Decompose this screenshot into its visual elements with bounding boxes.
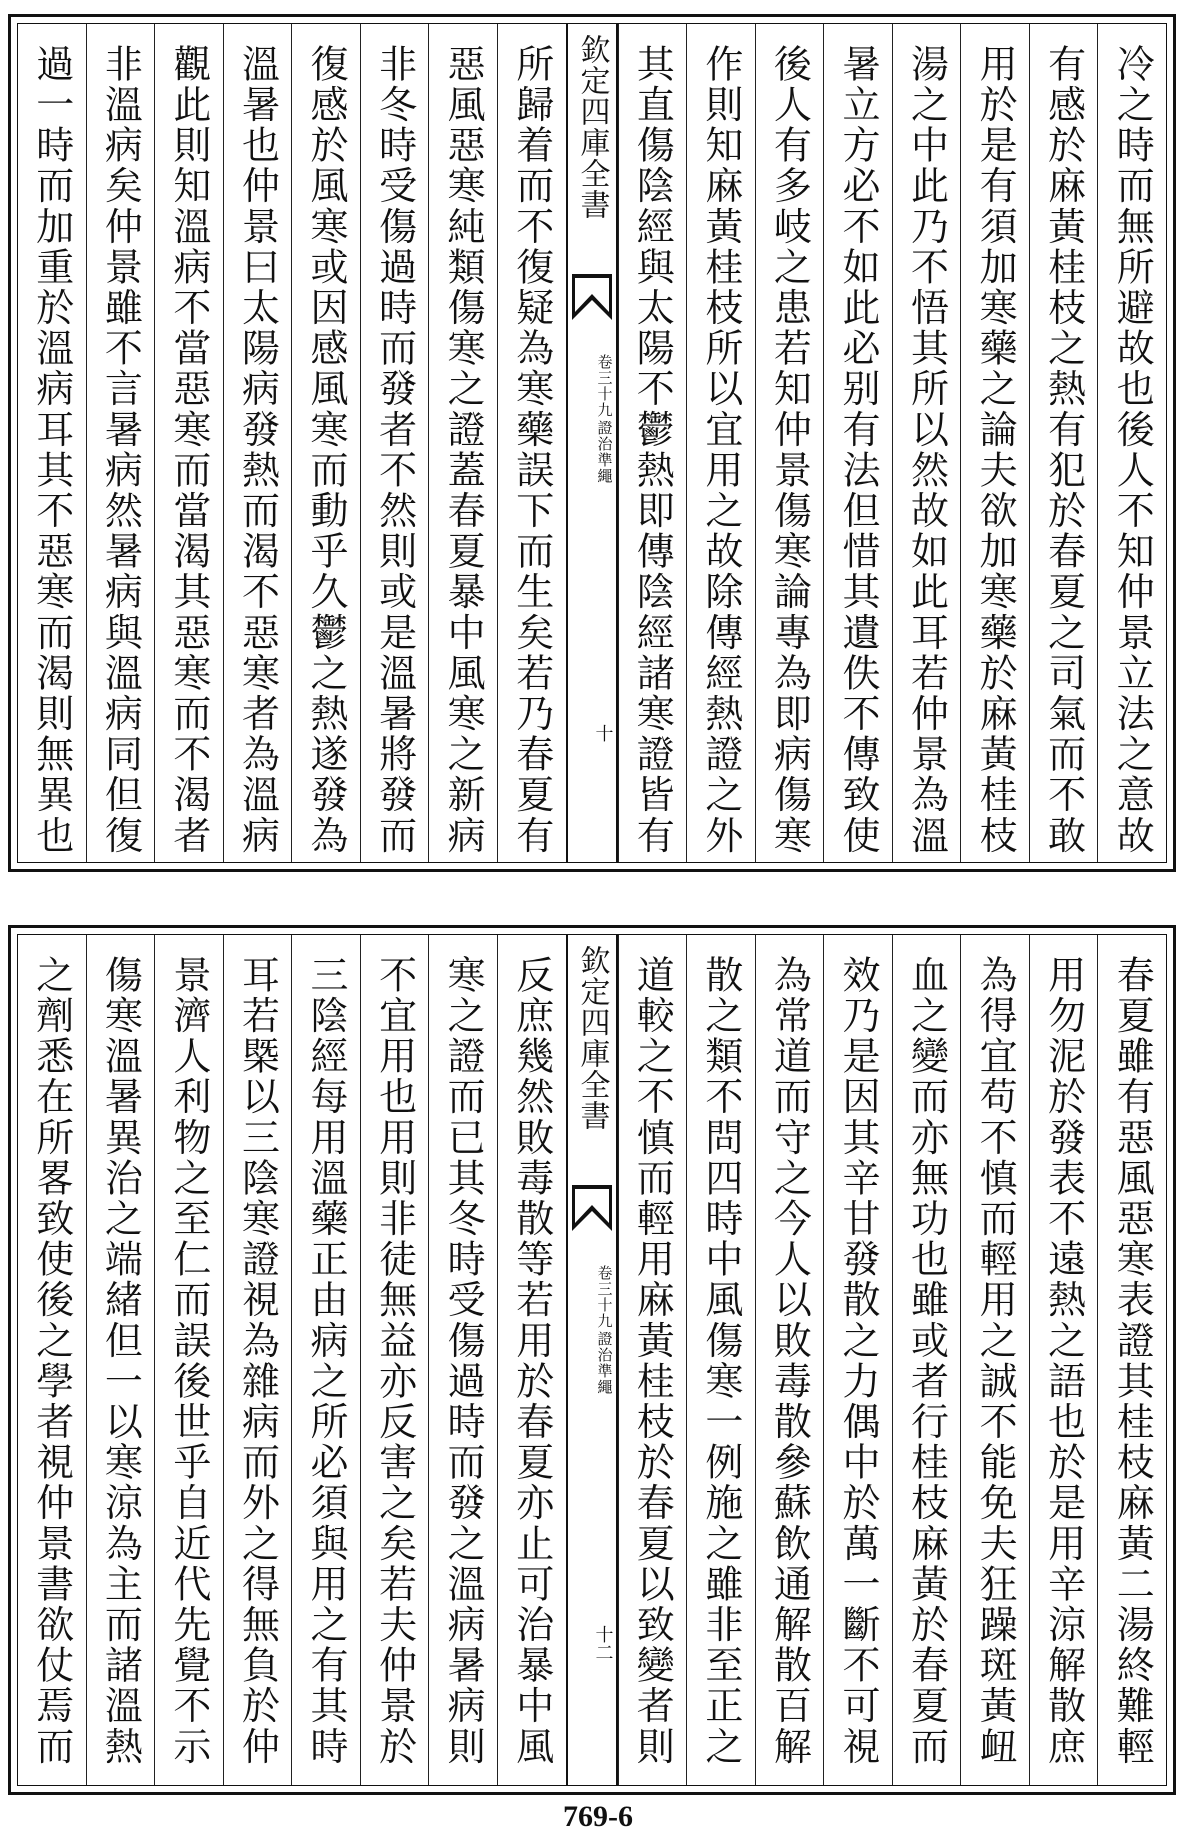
text-column: [154, 935, 223, 1785]
text-column: [892, 935, 961, 1785]
text-column: [291, 935, 360, 1785]
top-page-frame: [17, 23, 1167, 863]
text-column: [428, 935, 497, 1785]
bottom-page-frame: [17, 934, 1167, 1786]
text-column: [823, 24, 892, 862]
column-text: 效乃是因其辛甘發散之力偶中於萬一斷不可視: [835, 955, 880, 1767]
column-text: 其直傷陰經與太陽不鬱熱即傳陰經諸寒證皆有: [630, 44, 675, 856]
column-text: 散之類不問四時中風傷寒一例施之雖非至正之: [698, 955, 743, 1767]
text-column: [1029, 24, 1098, 862]
column-text: 用於是有須加寒藥之論夫欲加寒藥於麻黃桂枝: [973, 44, 1018, 856]
column-text: 道較之不慎而輕用麻黃桂枝於春夏以致變者則: [630, 955, 675, 1767]
column-text: 觀此則知溫病不當惡寒而當渴其惡寒而不渴者: [166, 44, 211, 856]
center-title: 欽定四庫全書: [574, 34, 610, 220]
bottom-page: [8, 925, 1176, 1795]
column-text: 後人有多岐之患若知仲景傷寒論專為即病傷寒: [767, 44, 812, 856]
page-number: 十: [592, 724, 614, 742]
column-text: 冷之時而無所避故也後人不知仲景立法之意故: [1110, 44, 1155, 856]
center-fold: [566, 935, 618, 1785]
center-book-info: [568, 1265, 616, 1395]
column-text: 有感於麻黃桂枝之熱有犯於春夏之司氣而不敢: [1041, 44, 1086, 856]
text-column: [755, 24, 824, 862]
text-column: [360, 935, 429, 1785]
column-text: 為得宜苟不慎而輕用之誠不能免夫狂躁斑黃衄: [973, 955, 1018, 1767]
center-fold: [566, 24, 618, 862]
column-text: 之劑悉在所畧致使後之學者視仲景書欲仗焉而: [29, 955, 74, 1767]
text-column: [86, 24, 155, 862]
volume-label: 卷三十九: [595, 354, 614, 418]
text-column: [1029, 935, 1098, 1785]
column-text: 非冬時受傷過時而發者不然則或是溫暑將發而: [372, 44, 417, 856]
column-text: 非溫病矣仲景雖不言暑病然暑病與溫病同但復: [98, 44, 143, 856]
text-column: [223, 24, 292, 862]
top-page: [8, 14, 1176, 872]
page-number: 十二: [592, 1625, 614, 1661]
column-text: 不宜用也用則非徒無益亦反害之矣若夫仲景於: [372, 955, 417, 1767]
text-column: [1097, 24, 1166, 862]
column-text: 耳若槩以三陰寒證視為雜病而外之得無負於仲: [235, 955, 280, 1767]
column-text: 溫暑也仲景曰太陽病發熱而渴不惡寒者為溫病: [235, 44, 280, 856]
text-column: [497, 24, 566, 862]
column-text: 傷寒溫暑異治之端緒但一以寒涼為主而諸溫熱: [98, 955, 143, 1767]
column-text: 復感於風寒或因感風寒而動乎久鬱之熱遂發為: [304, 44, 349, 856]
text-column: [960, 24, 1029, 862]
text-column: [497, 935, 566, 1785]
text-column: [686, 24, 755, 862]
column-text: 景濟人利物之至仁而誤後世乎自近代先覺不示: [166, 955, 211, 1767]
column-text: 暑立方必不如此必别有法但惜其遺佚不傳致使: [835, 44, 880, 856]
text-column: [618, 24, 687, 862]
column-text: 春夏雖有惡風惡寒表證其桂枝麻黃二湯終難輕: [1110, 955, 1155, 1767]
column-text: 過一時而加重於溫病耳其不惡寒而渴則無異也: [29, 44, 74, 856]
book-title: 證治準繩: [595, 420, 614, 484]
column-text: 湯之中此乃不悟其所以然故如此耳若仲景為溫: [904, 44, 949, 856]
text-column: [960, 935, 1029, 1785]
column-text: 三陰經每用溫藥正由病之所必須與用之有其時: [304, 955, 349, 1767]
text-column: [18, 935, 86, 1785]
center-book-info: [568, 354, 616, 484]
text-column: [755, 935, 824, 1785]
text-column: [18, 24, 86, 862]
center-title: 欽定四庫全書: [574, 945, 610, 1131]
text-column: [618, 935, 687, 1785]
text-column: [428, 24, 497, 862]
fishtail-mark-icon: [572, 274, 612, 320]
text-column: [86, 935, 155, 1785]
text-column: [686, 935, 755, 1785]
text-column: [1097, 935, 1166, 1785]
text-column: [892, 24, 961, 862]
column-text: 寒之證而已其冬時受傷過時而發之溫病暑病則: [441, 955, 486, 1767]
column-text: 惡風惡寒純類傷寒之證蓋春夏暴中風寒之新病: [441, 44, 486, 856]
text-column: [360, 24, 429, 862]
text-column: [823, 935, 892, 1785]
volume-label: 卷三十九: [595, 1265, 614, 1329]
text-column: [223, 935, 292, 1785]
footer-page-code: 769-6: [563, 1800, 633, 1833]
column-text: 所歸着而不復疑為寒藥誤下而生矣若乃春夏有: [509, 44, 554, 856]
fishtail-mark-icon: [572, 1185, 612, 1231]
book-title: 證治準繩: [595, 1331, 614, 1395]
text-column: [154, 24, 223, 862]
column-text: 血之變而亦無功也雖或者行桂枝麻黃於春夏而: [904, 955, 949, 1767]
column-text: 作則知麻黃桂枝所以宜用之故除傳經熱證之外: [698, 44, 743, 856]
text-column: [291, 24, 360, 862]
column-text: 為常道而守之今人以敗毒散參蘇飲通解散百解: [767, 955, 812, 1767]
column-text: 用勿泥於發表不遠熱之語也於是用辛涼解散庶: [1041, 955, 1086, 1767]
column-text: 反庶幾然敗毒散等若用於春夏亦止可治暴中風: [509, 955, 554, 1767]
